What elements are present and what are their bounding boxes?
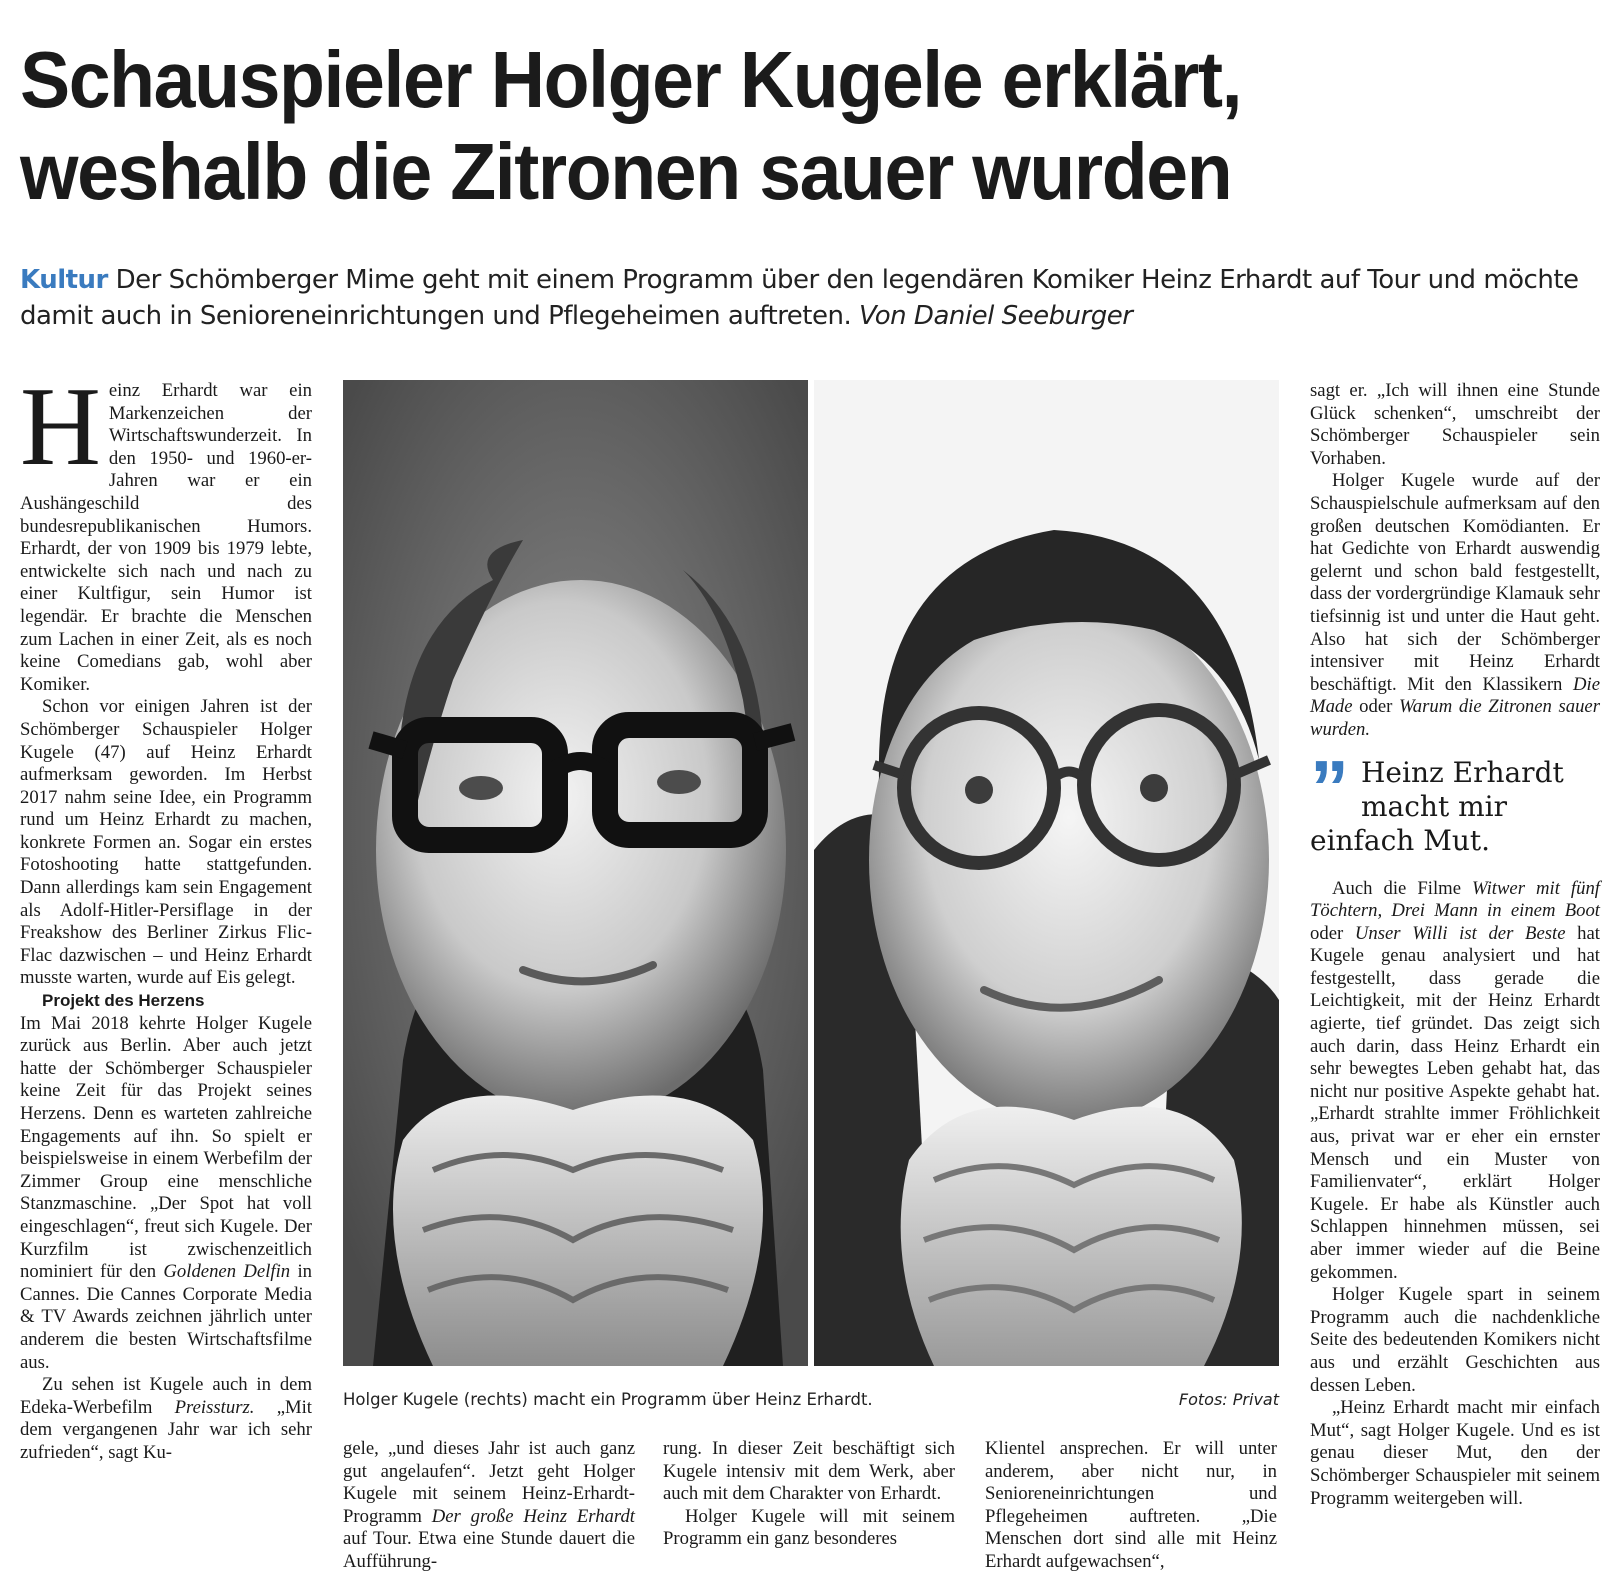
paragraph-6: rung. In dieser Zeit beschäftigt sich Kugele intensiv mit dem Werk, aber auch mit dem Charakter von Erhardt. [663, 1438, 955, 1505]
paragraph-11-text-end: hat Kugele genau analysiert und hat festgestellt, dass gerade die Leichtigkeit, mit der Heinz Erhardt agierte, tief gründet. Das zeigt sich auch darin, dass Heinz Erhardt ein sehr bewegtes Leben gehabt hat, das nicht nur positive Aspekte gehabt hat. „Erhardt strahlte immer Fröhlichkeit aus, privat war er eher ein ernster Mensch und ein Muster von Familienvater“, erklärt Holger Kugele. Er habe als Künstler auch Schlappen hinnehmen müssen, sei aber immer wieder auf die Beine gekommen. [1310, 922, 1600, 1283]
paragraph-5 [343, 1438, 635, 1574]
paragraph-3 [20, 1013, 312, 1375]
deck-text: Der Schömberger Mime geht mit einem Programm über den legendären Komiker Heinz Erhardt auf Tour und möchte damit auch in Senioreneinrichtungen und Pflegeheimen auftreten. [20, 265, 1579, 331]
paragraph-12: Holger Kugele spart in seinem Programm auch die nachdenkliche Seite des bedeutenden Komikers nicht aus und erzählt Geschichten aus dessen Leben. [1310, 1284, 1600, 1396]
paragraph-10-text-mid: oder [1359, 696, 1393, 718]
paragraph-11-italic-1: Witwer mit fünf Töchtern, Drei Mann in einem Boot [1310, 877, 1601, 922]
paragraph-5-italic: Der große Heinz Erhardt [431, 1505, 635, 1527]
headline-line-2: weshalb die Zitronen sauer wurden [20, 127, 1232, 216]
article-column-1 [20, 365, 312, 1465]
paragraph-13: „Heinz Erhardt macht mir einfach Mut“, sagt Holger Kugele. Und es ist genau dieser Mut, den der Schömberger Schauspieler mit seinem Programm weitergeben will. [1310, 1397, 1600, 1509]
portrait-right-illustration [814, 380, 1279, 1366]
paragraph-10-italic-2: Warum die Zitronen sauer wurden. [1310, 696, 1600, 740]
paragraph-1 [20, 365, 312, 696]
paragraph-11-text: Auch die Filme [1332, 877, 1461, 899]
section-kicker: Kultur [20, 265, 108, 295]
paragraph-9: sagt er. „Ich will ihnen eine Stunde Glück schenken“, umschreibt der Schömberger Schauspieler sein Vorhaben. [1310, 380, 1600, 469]
photo-caption [343, 1390, 1279, 1409]
paragraph-11 [1310, 878, 1600, 1285]
paragraph-11-italic-2: Unser Willi ist der Beste [1354, 922, 1566, 944]
paragraph-10-italic-1: Die Made [1310, 673, 1600, 718]
paragraph-3-text: Im Mai 2018 kehrte Holger Kugele zurück aus Berlin. Aber auch jetzt hatte der Schömberger Schauspieler keine Zeit für das Projekt seines Herzens. Denn es warteten zahlreiche Engagements auf ihn. So spielt er beispielsweise in einem Werbefilm der Zimmer Group eine menschliche Stanzmaschine. „Der Spot hat voll eingeschlagen“, freut sich Kugele. Der Kurzfilm ist zwischenzeitlich nominiert für den [20, 1012, 312, 1283]
article-column-5 [1310, 380, 1600, 1510]
photo-holger-kugele [814, 380, 1279, 1366]
paragraph-3-italic: Goldenen Delfin [163, 1261, 291, 1283]
paragraph-4-text-end: „Mit dem vergangenen Jahr war ich sehr zufrieden“, sagt Ku- [20, 1396, 312, 1463]
caption-text: Holger Kugele (rechts) macht ein Programm über Heinz Erhardt. [343, 1390, 873, 1409]
pull-quote [1310, 743, 1600, 858]
paragraph-4-text: Zu sehen ist Kugele auch in dem Edeka-Werbefilm [20, 1374, 312, 1418]
paragraph-5-text-end: auf Tour. Etwa eine Stunde dauert die Aufführung- [343, 1528, 635, 1572]
quote-mark-icon: ” [1310, 743, 1349, 832]
paragraph-4 [20, 1374, 312, 1464]
paragraph-10 [1310, 470, 1600, 741]
article-column-2 [343, 1438, 635, 1574]
photo-heinz-erhardt [343, 380, 808, 1366]
paragraph-4-italic: Preissturz. [174, 1396, 255, 1418]
paragraph-7: Holger Kugele will mit seinem Programm ein ganz besonderes [663, 1505, 955, 1550]
drop-cap: H [20, 365, 101, 489]
subheading: Projekt des Herzens [42, 991, 205, 1011]
byline: Von Daniel Seeburger [859, 301, 1133, 331]
portrait-left-illustration [343, 380, 808, 1366]
paragraph-3-text-end: in Cannes. Die Cannes Corporate Media & TV Awards zeichnen jährlich unter anderem die besten Wirtschaftsfilme aus. [20, 1261, 312, 1373]
paragraph-8: Klientel ansprechen. Er will unter anderem, aber nicht nur, in Senioreneinrichtungen und Pflegeheimen auftreten. „Die Menschen dort sind alle mit Heinz Erhardt aufgewachsen“, [985, 1438, 1277, 1572]
paragraph-5-text: gele, „und dieses Jahr ist auch ganz gut angelaufen“. Jetzt geht Holger Kugele mit seinem Heinz-Erhardt-Programm [343, 1438, 635, 1527]
photo-credit: Fotos: Privat [1178, 1390, 1279, 1409]
paragraph-10-text: Holger Kugele wurde auf der Schauspielschule aufmerksam auf den großen deutschen Komödianten. Er hat Gedichte von Erhardt auswendig gelernt und schon bald festgestellt, dass der vordergründige Klamauk sehr tiefsinnig ist und unter die Haut geht. Also hat sich der Schömberger intensiver mit Heinz Erhardt beschäftigt. Mit den Klassikern [1310, 470, 1600, 695]
paragraph-11-text-mid: oder [1310, 922, 1344, 944]
deck [20, 262, 1600, 334]
article-column-4 [985, 1438, 1277, 1574]
headline [20, 34, 1505, 218]
headline-line-1: Schauspieler Holger Kugele erklärt, [20, 35, 1242, 124]
pull-quote-text: Heinz Erhardt macht mir einfach Mut. [1310, 755, 1564, 857]
paragraph-1-text: einz Erhardt war ein Markenzeichen der Wirtschaftswunderzeit. In den 1950- und 1960-er-Jahren war er ein Aushängeschild des bundesrepublikanischen Humors. Erhardt, der von 1909 bis 1979 lebte, entwickelte sich nach und nach zu einer Kultfigur, sein Humor ist legendär. Er brachte die Menschen zum Lachen in einer Zeit, als es noch keine Comedians gab, wohl aber Komiker. [20, 380, 312, 695]
article-column-3 [663, 1438, 955, 1551]
paragraph-2: Schon vor einigen Jahren ist der Schömberger Schauspieler Holger Kugele (47) auf Heinz Erhardt aufmerksam geworden. Im Herbst 2017 nahm seine Idee, ein Programm rund um Heinz Erhardt zu machen, konkrete Formen an. Sogar ein erstes Fotoshooting hatte stattgefunden. Dann allerdings kam sein Engagement als Adolf-Hitler-Persiflage in der Freakshow des Berliner Zirkus Flic-Flac dazwischen – und Heinz Erhardt musste warten, wurde auf Eis gelegt. [20, 696, 312, 989]
